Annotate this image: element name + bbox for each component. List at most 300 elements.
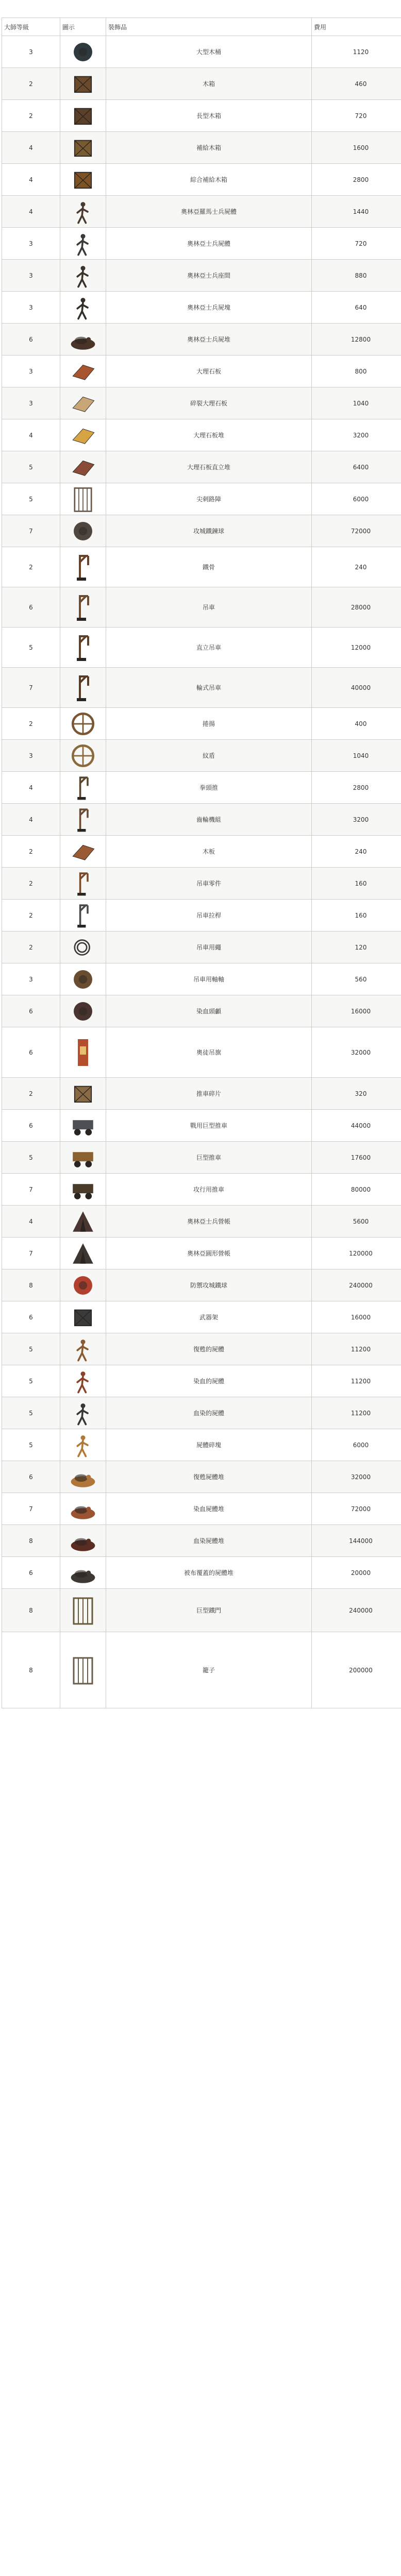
rank-cell: 8 [2,1632,60,1708]
table-row [2,260,401,292]
rank-cell: 6 [2,1110,60,1142]
cart-debris-icon [62,1080,104,1108]
rank-cell: 3 [2,292,60,324]
item-name-cell: 攻行用推車 [106,1174,312,1206]
item-name-cell: 吊車用軸軸 [106,963,312,995]
table-row [2,483,401,515]
rank-cell: 2 [2,900,60,931]
rank-cell: 3 [2,740,60,772]
rank-cell: 2 [2,931,60,963]
image-cell [60,451,106,483]
image-cell [60,804,106,836]
item-name-cell: 奧林亞士兵屍堆 [106,324,312,355]
cost-cell: 1040 [312,740,401,772]
barrel-icon [62,38,104,66]
cost-cell: 44000 [312,1110,401,1142]
item-name-cell: 奧林亞羅馬士兵屍體 [106,196,312,228]
item-name-cell: 吊車零件 [106,868,312,900]
bloody-skulls-icon [62,997,104,1025]
table-row [2,1461,401,1493]
item-name-cell: 奧林亞士兵座間 [106,260,312,292]
rank-cell: 6 [2,324,60,355]
rank-cell: 5 [2,451,60,483]
image-cell [60,164,106,196]
image-cell [60,868,106,900]
item-name-cell: 吊車用繩 [106,931,312,963]
table-row [2,772,401,804]
item-name-cell: 綜合補給木箱 [106,164,312,196]
item-name-cell: 紋盾 [106,740,312,772]
item-name-cell: 大理石板直立堆 [106,451,312,483]
cost-cell: 72000 [312,1493,401,1525]
image-cell [60,1429,106,1461]
image-cell [60,1333,106,1365]
table-row [2,228,401,260]
spool-icon [62,965,104,993]
rank-cell: 2 [2,1078,60,1110]
rope-icon [62,934,104,961]
item-name-cell: 戰用巨型推車 [106,1110,312,1142]
cost-cell: 20000 [312,1557,401,1589]
cost-cell: 2800 [312,772,401,804]
image-cell [60,668,106,708]
rank-cell: 2 [2,836,60,868]
rank-cell: 3 [2,355,60,387]
large-cart-icon [62,1144,104,1172]
bloody-pile-icon [62,1495,104,1523]
rank-cell: 6 [2,587,60,628]
chain-ball-icon [62,517,104,545]
cost-cell: 720 [312,100,401,132]
table-body [2,36,401,1708]
rank-cell: 2 [2,547,60,587]
rank-cell: 5 [2,483,60,515]
cost-cell: 32000 [312,1027,401,1078]
cost-cell: 2800 [312,164,401,196]
image-cell [60,963,106,995]
table-row [2,164,401,196]
rank-cell: 4 [2,772,60,804]
rank-cell: 6 [2,1557,60,1589]
cost-cell: 3200 [312,419,401,451]
table-row [2,1078,401,1110]
lever-icon [62,774,104,802]
header-image: 圖示 [60,18,106,36]
war-cart-icon [62,1112,104,1140]
image-cell [60,1525,106,1557]
cost-cell: 240 [312,836,401,868]
image-cell [60,228,106,260]
cost-cell: 17600 [312,1142,401,1174]
image-cell [60,1206,106,1238]
cost-cell: 6000 [312,483,401,515]
image-cell [60,1493,106,1525]
table-row [2,995,401,1027]
table-row [2,1027,401,1078]
image-cell [60,1301,106,1333]
item-name-cell: 鐵骨 [106,547,312,587]
cost-cell: 160 [312,900,401,931]
image-cell [60,100,106,132]
image-cell [60,1632,106,1708]
image-cell [60,419,106,451]
item-name-cell: 復甦的屍體 [106,1333,312,1365]
item-name-cell: 巨型推車 [106,1142,312,1174]
rank-cell: 3 [2,260,60,292]
rank-cell: 3 [2,228,60,260]
slab-stack-icon [62,421,104,449]
wheel-icon [62,710,104,738]
table-row [2,36,401,68]
rank-cell: 7 [2,515,60,547]
image-cell [60,1174,106,1206]
image-cell [60,1078,106,1110]
image-cell [60,900,106,931]
item-name-cell: 被布覆蓋的屍體堆 [106,1557,312,1589]
item-name-cell: 尖刺路障 [106,483,312,515]
soldier-corpse-icon [62,294,104,321]
item-name-cell: 染血屍體堆 [106,1493,312,1525]
soldier-corpse-icon [62,198,104,226]
wheeled-crane-icon [62,670,104,706]
table-row [2,668,401,708]
image-cell [60,931,106,963]
table-row [2,451,401,483]
item-name-cell: 輪式吊車 [106,668,312,708]
table-row [2,196,401,228]
rank-cell: 7 [2,1238,60,1269]
table-row [2,708,401,740]
image-cell [60,1142,106,1174]
table-row [2,1269,401,1301]
item-name-cell: 復甦屍體堆 [106,1461,312,1493]
item-name-cell: 補給木箱 [106,132,312,164]
crane-part-icon [62,870,104,897]
table-row [2,836,401,868]
item-name-cell: 武器架 [106,1301,312,1333]
round-tent-icon [62,1240,104,1267]
image-cell [60,1589,106,1632]
rank-cell: 5 [2,628,60,668]
table-row [2,900,401,931]
item-name-cell: 推車碎片 [106,1078,312,1110]
image-cell [60,260,106,292]
upright-crane-icon [62,630,104,666]
cost-cell: 120 [312,931,401,963]
table-row [2,1142,401,1174]
table-row [2,1493,401,1525]
image-cell [60,355,106,387]
table-row [2,963,401,995]
rank-cell: 5 [2,1429,60,1461]
long-crate-icon [62,102,104,130]
rank-cell: 6 [2,1301,60,1333]
cost-cell: 144000 [312,1525,401,1557]
image-cell [60,68,106,100]
table-row [2,100,401,132]
image-cell [60,1269,106,1301]
rank-cell: 4 [2,196,60,228]
cost-cell: 460 [312,68,401,100]
decoration-table [2,18,401,1708]
table-header-row [2,18,401,36]
cost-cell: 240 [312,547,401,587]
image-cell [60,740,106,772]
table-row [2,1110,401,1142]
table-row [2,292,401,324]
cost-cell: 120000 [312,1238,401,1269]
image-cell [60,1365,106,1397]
image-cell [60,324,106,355]
crate-icon [62,70,104,98]
rank-cell: 8 [2,1269,60,1301]
soldier-corpse-icon [62,230,104,258]
supply-crate-icon [62,134,104,162]
item-name-cell: 籠子 [106,1632,312,1708]
broken-slab-icon [62,389,104,417]
image-cell [60,587,106,628]
cost-cell: 11200 [312,1365,401,1397]
cost-cell: 880 [312,260,401,292]
crane-icon [62,589,104,625]
image-cell [60,1461,106,1493]
cost-cell: 3200 [312,804,401,836]
iron-gate-icon [62,1591,104,1630]
image-cell [60,1110,106,1142]
item-name-cell: 吊車拉桿 [106,900,312,931]
cost-cell: 1600 [312,132,401,164]
item-name-cell: 奧林亞士兵營帳 [106,1206,312,1238]
cost-cell: 160 [312,868,401,900]
cost-cell: 5600 [312,1206,401,1238]
cost-cell: 720 [312,228,401,260]
item-name-cell: 防禦攻城鐵球 [106,1269,312,1301]
item-name-cell: 大型木桶 [106,36,312,68]
item-name-cell: 巨型鐵門 [106,1589,312,1632]
item-name-cell: 直立吊車 [106,628,312,668]
gear-rig-icon [62,806,104,834]
blood-corpse-icon [62,1399,104,1427]
rank-cell: 3 [2,963,60,995]
tent-icon [62,1208,104,1235]
table-row [2,547,401,587]
cost-cell: 560 [312,963,401,995]
image-cell [60,196,106,228]
cost-cell: 1440 [312,196,401,228]
image-cell [60,1027,106,1078]
rank-cell: 8 [2,1525,60,1557]
cost-cell: 320 [312,1078,401,1110]
rank-cell: 6 [2,1461,60,1493]
rank-cell: 4 [2,419,60,451]
cost-cell: 240000 [312,1589,401,1632]
soldier-corpse-icon [62,262,104,290]
corpse-piece-icon [62,1431,104,1459]
table-row [2,587,401,628]
rank-cell: 7 [2,1174,60,1206]
shield-icon [62,742,104,770]
rank-cell: 3 [2,387,60,419]
table-row [2,1525,401,1557]
cost-cell: 16000 [312,995,401,1027]
blood-pile-icon [62,1527,104,1555]
item-name-cell: 碎裂大理石板 [106,387,312,419]
bloody-corpse-icon [62,1367,104,1395]
rank-cell: 5 [2,1365,60,1397]
table-row [2,1174,401,1206]
image-cell [60,547,106,587]
item-name-cell: 大理石板 [106,355,312,387]
table-row [2,628,401,668]
table-row [2,355,401,387]
item-name-cell: 屍體碎塊 [106,1429,312,1461]
rank-cell: 2 [2,708,60,740]
image-cell [60,1557,106,1589]
cost-cell: 1040 [312,387,401,419]
covered-pile-icon [62,1559,104,1587]
cost-cell: 72000 [312,515,401,547]
image-cell [60,1397,106,1429]
risen-corpse-icon [62,1335,104,1363]
cost-cell: 40000 [312,668,401,708]
item-name-cell: 長型木箱 [106,100,312,132]
table-row [2,419,401,451]
cost-cell: 6400 [312,451,401,483]
rank-cell: 2 [2,100,60,132]
item-name-cell: 吊車 [106,587,312,628]
item-name-cell: 捲揚 [106,708,312,740]
risen-pile-icon [62,1463,104,1491]
header-rank: 大師等級 [2,18,60,36]
rank-cell: 5 [2,1142,60,1174]
table-row [2,1365,401,1397]
item-name-cell: 奧林亞士兵屍體 [106,228,312,260]
rank-cell: 2 [2,868,60,900]
iron-ball-icon [62,1272,104,1299]
corpse-pile-icon [62,326,104,353]
rank-cell: 3 [2,36,60,68]
table-row [2,324,401,355]
table-row [2,1589,401,1632]
image-cell [60,772,106,804]
table-row [2,132,401,164]
plank-icon [62,838,104,866]
cost-cell: 28000 [312,587,401,628]
item-name-cell: 木箱 [106,68,312,100]
item-name-cell: 血染的屍體 [106,1397,312,1429]
cost-cell: 11200 [312,1333,401,1365]
item-name-cell: 齒輪機組 [106,804,312,836]
table-row [2,868,401,900]
table-row [2,931,401,963]
item-name-cell: 染血的屍體 [106,1365,312,1397]
cage-icon [62,1634,104,1706]
weapon-rack-icon [62,1303,104,1331]
rank-cell: 7 [2,1493,60,1525]
rank-cell: 4 [2,132,60,164]
table-row [2,68,401,100]
rank-cell: 2 [2,68,60,100]
rank-cell: 5 [2,1333,60,1365]
table-row [2,740,401,772]
crane-lever-icon [62,902,104,929]
image-cell [60,132,106,164]
table-row [2,387,401,419]
mixed-supply-crate-icon [62,166,104,194]
table-row [2,1238,401,1269]
rank-cell: 8 [2,1589,60,1632]
table-row [2,1301,401,1333]
marble-slab-icon [62,358,104,385]
item-name-cell: 奧林亞士兵屍塊 [106,292,312,324]
image-cell [60,1238,106,1269]
cost-cell: 12000 [312,628,401,668]
cost-cell: 6000 [312,1429,401,1461]
rank-cell: 4 [2,1206,60,1238]
image-cell [60,515,106,547]
cost-cell: 11200 [312,1397,401,1429]
cost-cell: 12800 [312,324,401,355]
cost-cell: 32000 [312,1461,401,1493]
cost-cell: 80000 [312,1174,401,1206]
image-cell [60,995,106,1027]
image-cell [60,292,106,324]
header-cost: 費用 [312,18,401,36]
banner-icon [62,1029,104,1076]
item-name-cell: 攻城鐵鍊球 [106,515,312,547]
rank-cell: 6 [2,1027,60,1078]
table-row [2,1557,401,1589]
cost-cell: 240000 [312,1269,401,1301]
item-name-cell: 奧徒吊旗 [106,1027,312,1078]
item-name-cell: 染血頭顱 [106,995,312,1027]
table-row [2,1429,401,1461]
item-name-cell: 奧林亞圓形營帳 [106,1238,312,1269]
image-cell [60,387,106,419]
table-row [2,1397,401,1429]
rank-cell: 7 [2,668,60,708]
rank-cell: 4 [2,804,60,836]
table-row [2,515,401,547]
cost-cell: 640 [312,292,401,324]
slab-rack-icon [62,453,104,481]
table-row [2,1632,401,1708]
image-cell [60,836,106,868]
cost-cell: 400 [312,708,401,740]
image-cell [60,628,106,668]
image-cell [60,483,106,515]
cost-cell: 800 [312,355,401,387]
image-cell [60,708,106,740]
table-row [2,804,401,836]
item-name-cell: 木板 [106,836,312,868]
cost-cell: 16000 [312,1301,401,1333]
siege-cart-icon [62,1176,104,1204]
rank-cell: 5 [2,1397,60,1429]
rank-cell: 4 [2,164,60,196]
spike-barricade-icon [62,485,104,513]
cost-cell: 200000 [312,1632,401,1708]
image-cell [60,36,106,68]
table-row [2,1333,401,1365]
header-item: 裝飾品 [106,18,312,36]
item-name-cell: 血染屍體堆 [106,1525,312,1557]
rank-cell: 6 [2,995,60,1027]
item-name-cell: 拳頭推 [106,772,312,804]
cost-cell: 1120 [312,36,401,68]
table-row [2,1206,401,1238]
item-name-cell: 大理石板堆 [106,419,312,451]
